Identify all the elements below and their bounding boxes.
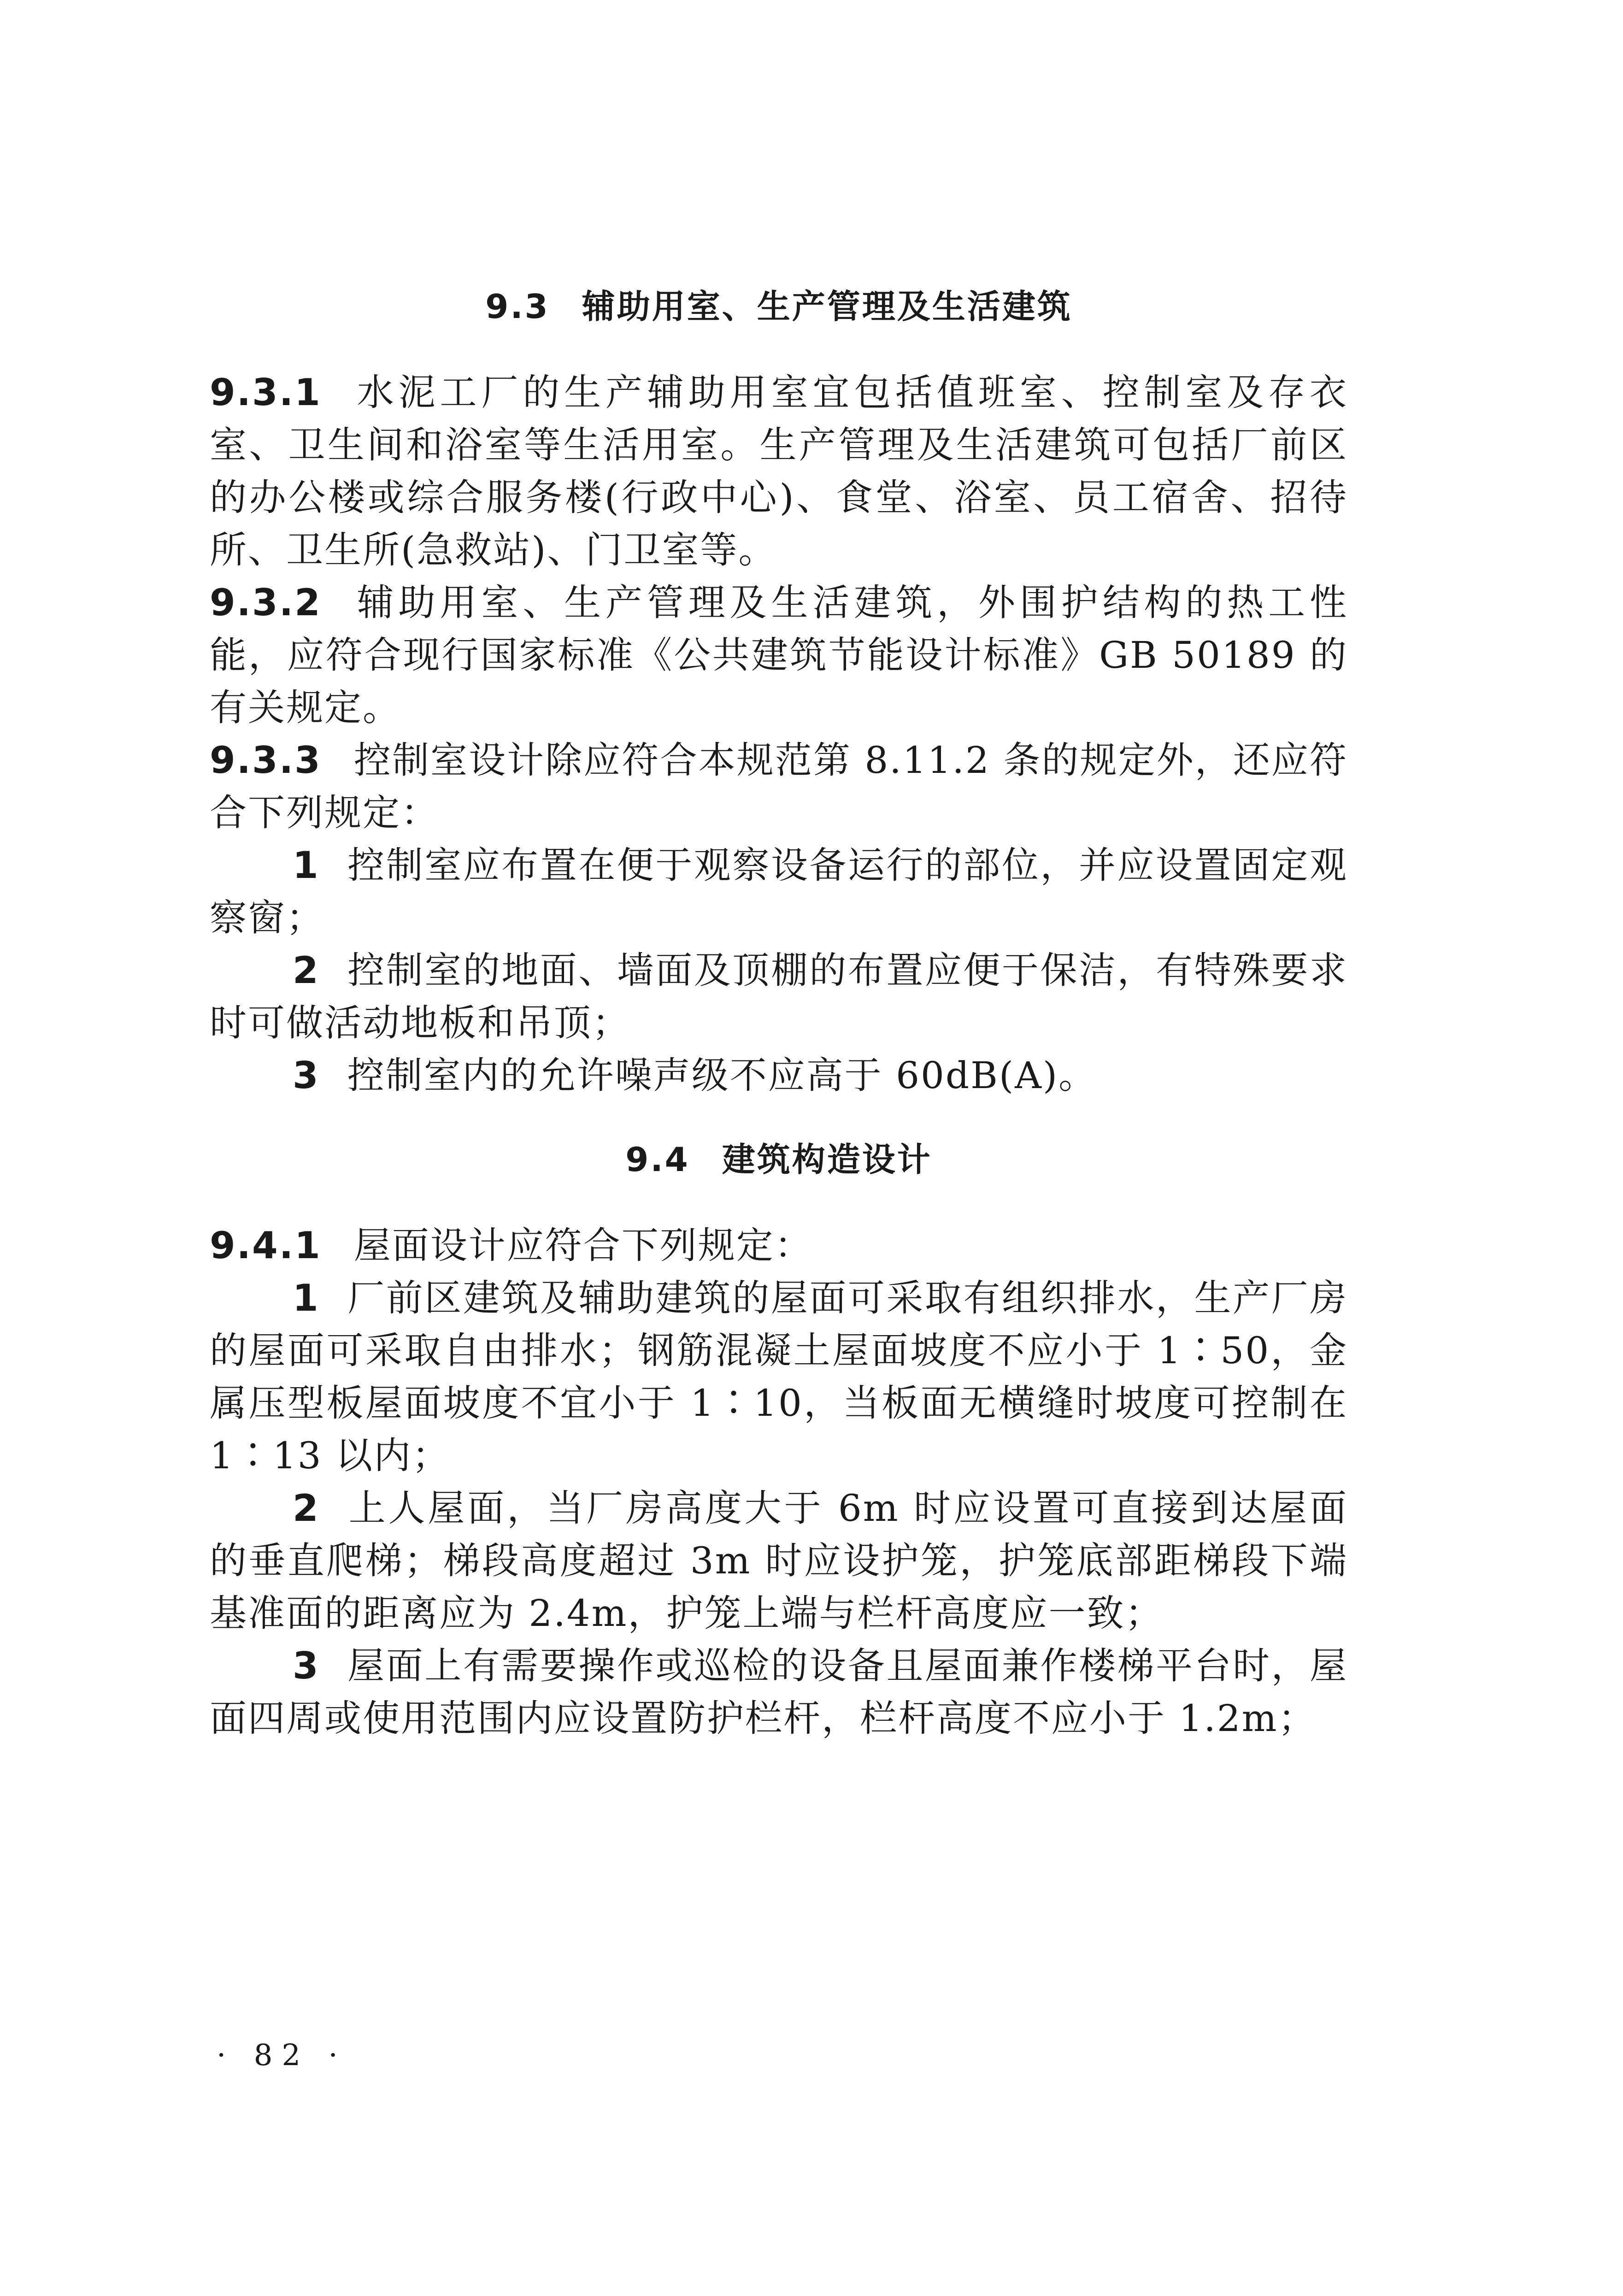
clause-9-4-1-item-1 [210, 1272, 1348, 1482]
item-number: 1 [293, 844, 320, 887]
clause-text: 水泥工厂的生产辅助用室宜包括值班室、控制室及存衣室、卫生间和浴室等生活用室。生产管理及生活建筑可包括厂前区的办公楼或综合服务楼(行政中心)、食堂、浴室、员工宿舍、招待所、卫生所(急救站)、门卫室等。 [210, 371, 1348, 571]
page-content [210, 281, 1348, 1745]
clause-text: 屋面设计应符合下列规定： [353, 1224, 813, 1267]
clause-9-4-1-item-3 [210, 1640, 1348, 1745]
item-number: 2 [293, 1487, 320, 1530]
clause-9-3-3 [210, 734, 1348, 839]
item-text: 控制室的地面、墙面及顶棚的布置应便于保洁，有特殊要求时可做活动地板和吊顶； [210, 949, 1348, 1044]
clause-9-3-2 [210, 577, 1348, 734]
item-text: 屋面上有需要操作或巡检的设备且屋面兼作楼梯平台时，屋面四周或使用范围内应设置防护栏杆，栏杆高度不应小于 1.2m； [210, 1644, 1348, 1740]
section-title: 辅助用室、生产管理及生活建筑 [582, 287, 1072, 326]
clause-9-3-3-item-1 [210, 839, 1348, 944]
item-text: 厂前区建筑及辅助建筑的屋面可采取有组织排水，生产厂房的屋面可采取自由排水；钢筋混凝土屋面坡度不应小于 1∶50，金属压型板屋面坡度不宜小于 1∶10，当板面无横缝时坡度可控制在 1∶13 以内； [210, 1277, 1348, 1477]
clause-text: 辅助用室、生产管理及生活建筑，外围护结构的热工性能，应符合现行国家标准《公共建筑节能设计标准》GB 50189 的有关规定。 [210, 581, 1348, 729]
section-heading-9-4 [210, 1134, 1348, 1185]
section-number: 9.3 [485, 287, 550, 326]
clause-9-3-3-item-2 [210, 944, 1348, 1049]
item-text: 控制室内的允许噪声级不应高于 60dB(A)。 [347, 1054, 1097, 1097]
item-text: 控制室应布置在便于观察设备运行的部位，并应设置固定观察窗； [210, 844, 1348, 939]
clause-number: 9.3.3 [210, 739, 322, 782]
section-heading-9-3 [210, 281, 1348, 332]
page-number: · 82 · [217, 2038, 347, 2072]
clause-9-3-1 [210, 366, 1348, 577]
item-number: 3 [293, 1054, 320, 1097]
section-title: 建筑构造设计 [722, 1140, 932, 1179]
clause-9-4-1 [210, 1219, 1348, 1272]
clause-number: 9.4.1 [210, 1224, 322, 1267]
item-number: 3 [293, 1644, 320, 1687]
clause-9-4-1-item-2 [210, 1482, 1348, 1640]
section-number: 9.4 [625, 1140, 690, 1179]
clause-9-3-3-item-3 [210, 1049, 1348, 1102]
clause-text: 控制室设计除应符合本规范第 8.11.2 条的规定外，还应符合下列规定： [210, 739, 1348, 834]
clause-number: 9.3.1 [210, 371, 322, 414]
item-number: 2 [293, 949, 320, 992]
clause-number: 9.3.2 [210, 581, 322, 624]
item-text: 上人屋面，当厂房高度大于 6m 时应设置可直接到达屋面的垂直爬梯；梯段高度超过 3m 时应设护笼，护笼底部距梯段下端基准面的距离应为 2.4m，护笼上端与栏杆高度应一致； [210, 1487, 1348, 1635]
item-number: 1 [293, 1277, 320, 1319]
